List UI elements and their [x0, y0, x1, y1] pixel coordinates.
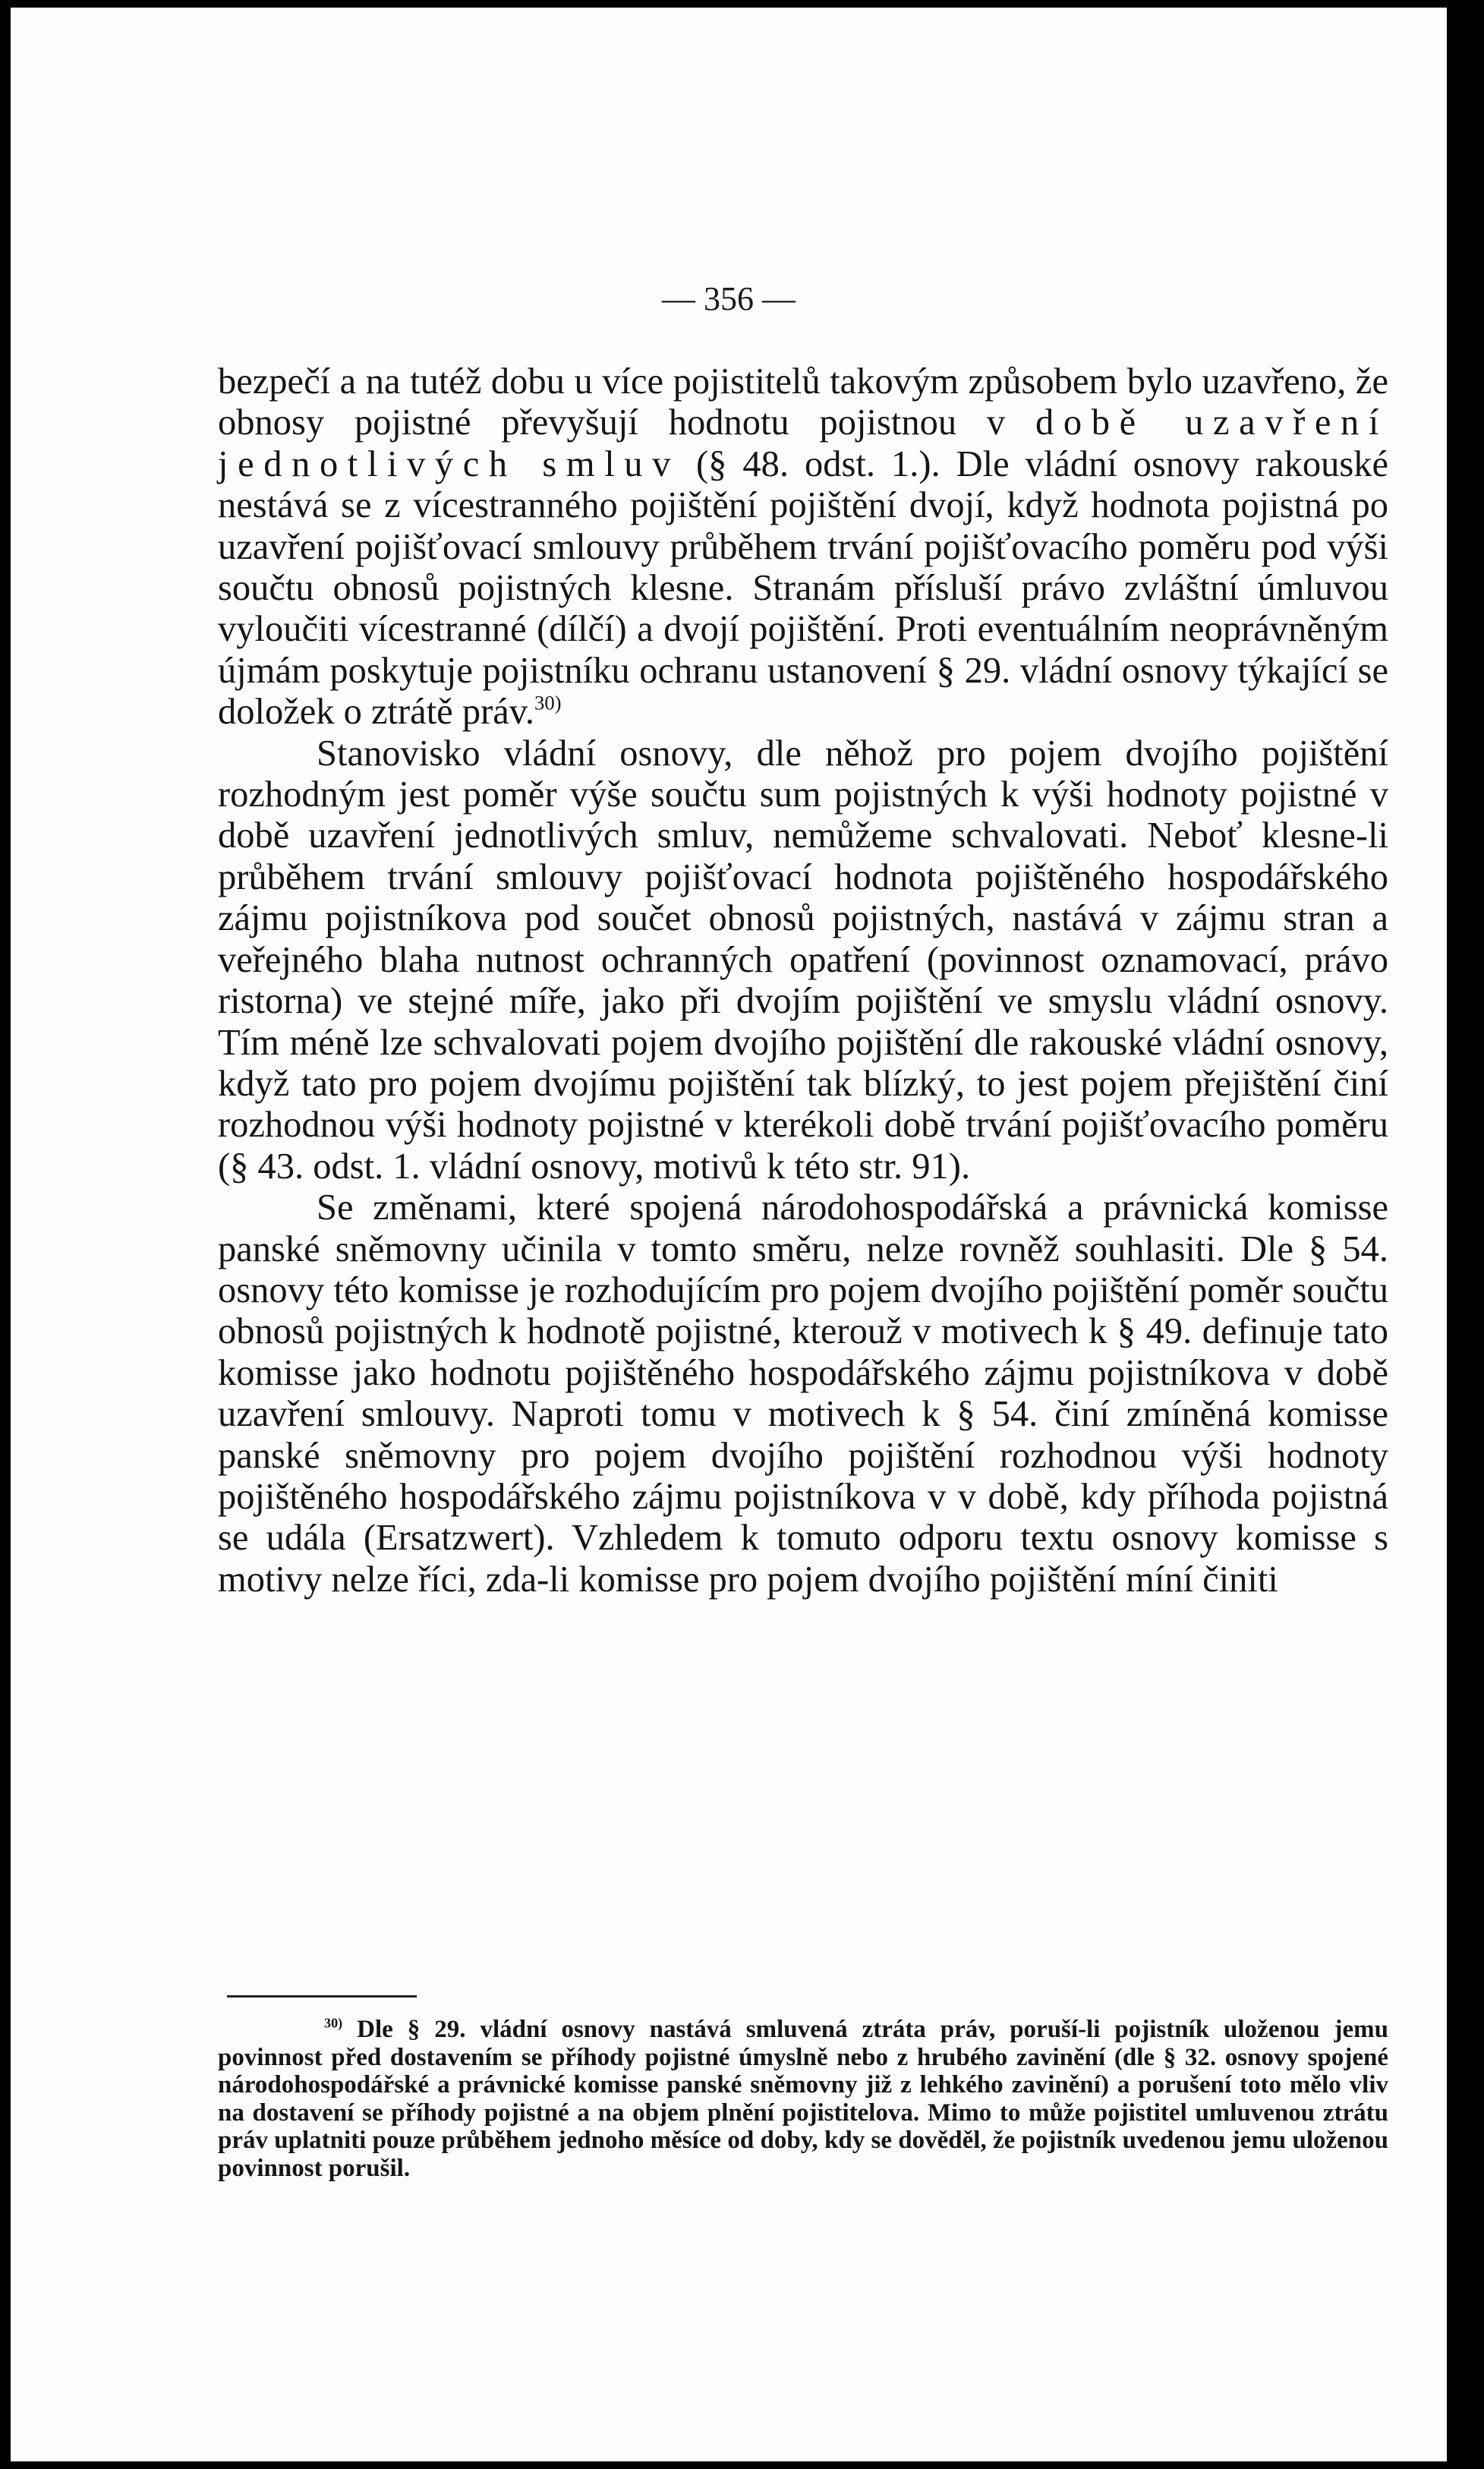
- footnote-mark: 30): [324, 2015, 343, 2031]
- footnote: [218, 2016, 1388, 2182]
- text-segment: bezpečí a na tutéž dobu u více pojistitelů takovým způsobem bylo uzavřeno, že obnosy pojistné převyšují hodnotu pojistnou v: [218, 361, 1388, 443]
- book-page: [11, 8, 1447, 2461]
- text-segment: Stanovisko vládní osnovy, dle něhož pro pojem dvojího pojištění rozhodným jest poměr výše součtu sum pojistných k výši hodnoty pojistné v době uzavření jednotlivých smluv, nemůžeme schvalovati. Neboť klesne-li průběhem trvání smlouvy pojišťovací hodnota pojištěného hospodářského zájmu pojistníkova pod součet obnosů pojistných, nastává v zájmu stran a veřejného blaha nutnost ochranných opatření (povinnost oznamovací, právo ristorna) ve stejné míře, jako při dvojím pojištění ve smyslu vládní osnovy. Tím méně lze schvalovati pojem dvojího pojištění dle rakouské vládní osnovy, když tato pro pojem dvojímu pojištění tak blízký, to jest pojem přejištění činí rozhodnou výši hodnoty pojistné v kterékoli době trvání pojišťovacího poměru (§ 43. odst. 1. vládní osnovy, motivů k této str. 91).: [218, 733, 1388, 1187]
- paragraph-3: [218, 1187, 1388, 1600]
- page-number: — 356 —: [662, 280, 796, 317]
- footnote-divider: [227, 1995, 417, 1998]
- footnote-reference: 30): [534, 691, 562, 714]
- footnote-text: Dle § 29. vládní osnovy nastává smluvená ztráta práv, poruší-li pojistník uloženou jemu povinnost před dostavením se příhody pojistné úmyslně nebo z hrubého zavinění (dle § 32. osnovy spojené národohospodářské a právnické komisse panské sněmovny již z lehkého zavinění) a porušení toto mělo vliv na dostavení se příhody pojistné a na objem plnění pojistitelova. Mimo to může pojistitel umluvenou ztrátu práv uplatniti pouze průběhem jednoho měsíce od doby, kdy se dověděl, že pojistník uvedenou jemu uloženou povinnost porušil.: [218, 2016, 1388, 2182]
- footnote-lead: [218, 2016, 342, 2043]
- emphasized-phrase: době uzavření jednotlivých smluv: [218, 402, 1388, 484]
- text-segment: Se změnami, které spojená národohospodářská a právnická komisse panské sněmovny učinila v tomto směru, nelze rovněž souhlasiti. Dle § 54. osnovy této komisse je rozhodujícím pro pojem dvojího pojištění poměr součtu obnosů pojistných k hodnotě pojistné, kterouž v motivech k § 49. definuje tato komisse jako hodnotu pojištěného hospodářského zájmu pojistníkova v době uzavření smlouvy. Naproti tomu v motivech k § 54. činí zmíněná komisse panské sněmovny pro pojem dvojího pojištění rozhodnou výši hodnoty pojištěného hospodářského zájmu pojistníkova v v době, kdy příhoda pojistná se udála (Ersatzwert). Vzhledem k tomuto odporu textu osnovy komisse s motivy nelze říci, zda-li komisse pro pojem dvojího pojištění míní činiti: [218, 1187, 1388, 1600]
- text-segment: (§ 48. odst. 1.). Dle vládní osnovy rakouské nestává se z vícestranného pojištění pojištění dvojí, když hodnota pojistná po uzavření pojišťovací smlouvy průběhem trvání pojišťovacího poměru pod výši součtu obnosů pojistných klesne. Stranám přísluší právo zvláštní úmluvou vyloučiti vícestranné (dílčí) a dvojí pojištění. Proti eventuálním neoprávněným újmám poskytuje pojistníku ochranu ustanovení § 29. vládní osnovy týkající se doložek o ztrátě práv.: [218, 443, 1388, 733]
- paragraph-2: [218, 733, 1388, 1187]
- paragraph-1: [218, 361, 1388, 733]
- main-text: [218, 361, 1388, 1600]
